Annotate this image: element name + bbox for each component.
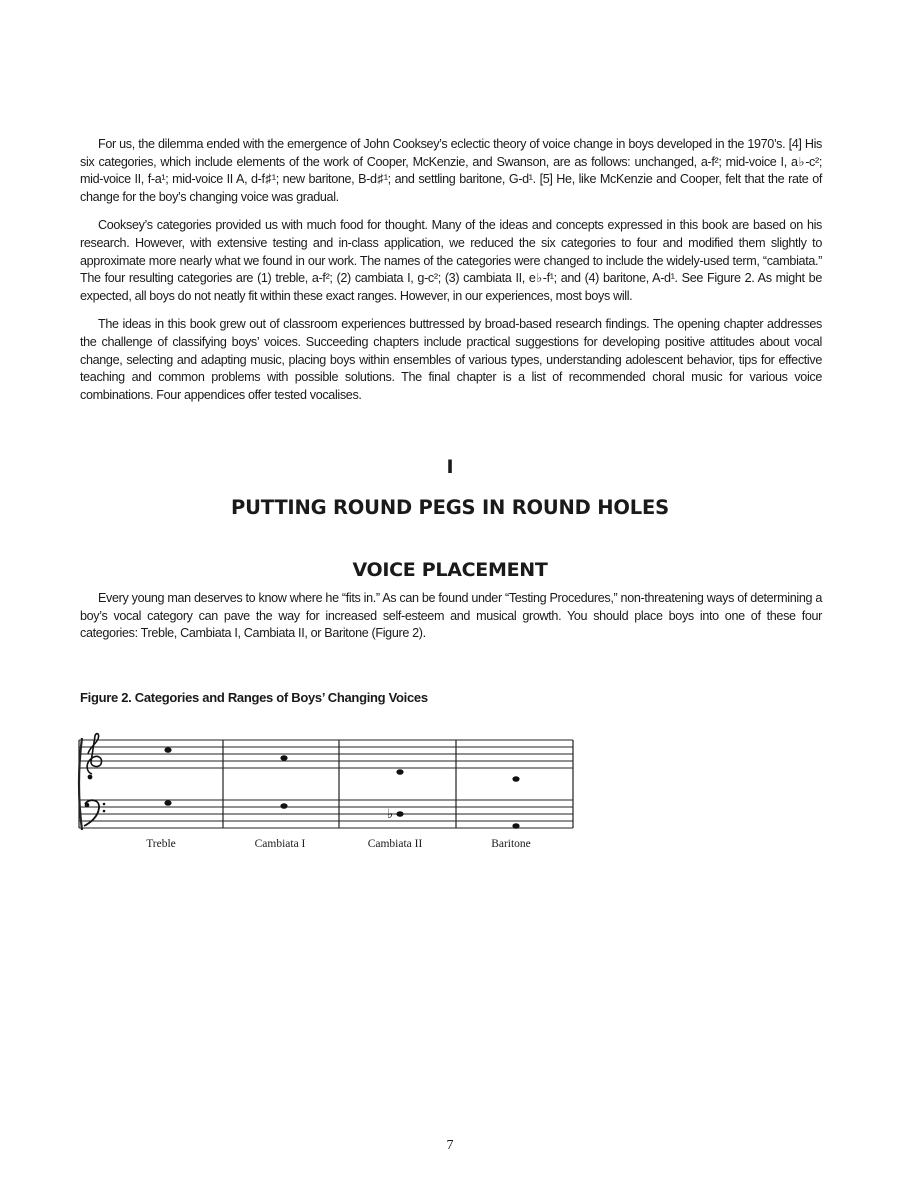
voice-label-cambiata-1: Cambiata I: [254, 838, 306, 850]
body-text: [80, 136, 822, 415]
note-cambiata2-bottom: [396, 811, 403, 817]
flat-icon: ♭: [387, 807, 394, 822]
figure-caption: Figure 2. Categories and Ranges of Boys’ Changing Voices: [80, 690, 428, 705]
paragraph-cooksey-theory: For us, the dilemma ended with the emergence of John Cooksey’s eclectic theory of voice change in boys developed in the 1970’s. [4] His six categories, which include elements of the work of Cooper, McKenzie, and Swanson, are as follows: unchanged, a-f²; mid-voice I, a♭-c²; mid-voice II, f-a¹; mid-voice II A, d-f♯¹; new baritone, B-d♯¹; and settling baritone, G-d¹. [5] He, like McKenzie and Cooper, felt that the rate of change for the boy’s changing voice was gradual.: [80, 137, 822, 204]
note-treble-top: [164, 747, 171, 753]
voice-label-baritone: Baritone: [491, 838, 531, 850]
page-number: 7: [446, 1138, 454, 1153]
bass-staff-lines: [79, 800, 573, 828]
treble-staff-lines: [79, 740, 573, 768]
note-treble-bottom: [164, 800, 171, 806]
chapter-number: I: [446, 456, 454, 478]
note-baritone-bottom: [512, 823, 519, 829]
note-baritone-top: [512, 776, 519, 782]
bass-clef-icon: [84, 800, 105, 826]
paragraph-book-ideas: The ideas in this book grew out of classroom experiences buttressed by broad-based research findings. The opening chapter addresses the challenge of classifying boys’ voices. Succeeding chapters include practical suggestions for developing positive attitudes about vocal change, selecting and adapting music, placing boys within ensembles of various types, understanding adolescent behavior, tips for effective teaching and common problems with possible solutions. The final chapter is a list of recommended choral music for various voice combinations. Four appendices offer tested vocalises.: [80, 317, 822, 402]
note-cambiata1-bottom: [280, 803, 287, 809]
voice-label-treble: Treble: [146, 838, 176, 850]
paragraph-cooksey-categories: Cooksey’s categories provided us with much food for thought. Many of the ideas and concepts expressed in this book are based on his research. However, with extensive testing and in-class application, we reduced the six categories to four and modified them slightly to approximate more nearly what we found in our work. The names of the categories were changed to include the widely-used term, “cambiata.” The four resulting categories are (1) treble, a-f²; (2) cambiata I, g-c²; (3) cambiata II, e♭-f¹; and (4) baritone, A-d¹. See Figure 2. As might be expected, all boys do not neatly fit within these exact ranges. However, in our experiences, most boys will.: [80, 218, 822, 303]
voice-label-cambiata-2: Cambiata II: [367, 838, 423, 850]
note-cambiata2-top: [396, 769, 403, 775]
note-cambiata1-top: [280, 755, 287, 761]
paragraph-voice-placement: Every young man deserves to know where he “fits in.” As can be found under “Testing Procedures,” non-threatening ways of determining a boy’s vocal category can pave the way for increased self-esteem and musical growth. You should place boys into one of these four categories: Treble, Cambiata I, Cambiata II, or Baritone (Figure 2).: [80, 591, 822, 641]
chapter-title: PUTTING ROUND PEGS IN ROUND HOLES: [231, 496, 669, 519]
section-body: [80, 590, 822, 654]
section-title: VOICE PLACEMENT: [352, 559, 548, 581]
